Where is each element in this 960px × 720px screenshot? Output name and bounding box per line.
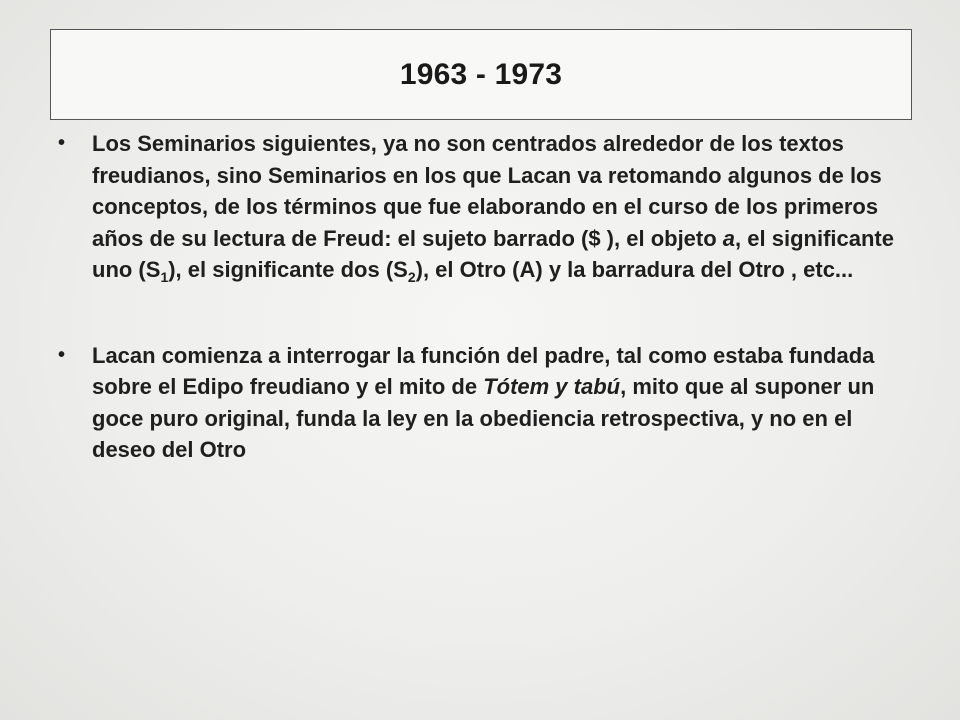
bullet1-text-part4: ), el Otro (A) y la barradura del Otro , etc... — [415, 257, 854, 282]
bullet1-subscript-2: 2 — [407, 269, 416, 285]
bullet-item-padre — [58, 340, 922, 466]
bullet1-text-part1: Los Seminarios siguientes, ya no son centrados alrededor de los textos freudianos, sino Seminarios en los que Lacan va retomando algunos de los conceptos, de los términos que fue elaborando en el curso de los primeros años de su lectura de Freud: el sujeto barrado ($ ), el objeto — [92, 131, 882, 251]
bullet1-subscript-1: 1 — [160, 269, 169, 285]
title-box — [50, 29, 912, 120]
bullet-item-seminarios — [58, 128, 922, 286]
bullet1-text-part3: ), el significante dos (S — [168, 257, 408, 282]
bullet2-italic-totem: Tótem y tabú — [483, 374, 621, 399]
slide-title: 1963 - 1973 — [399, 57, 563, 91]
bullet2-text-part1: Lacan comienza a interrogar la función del padre, tal como estaba fundada sobre el Edipo freudiano y el mito de — [92, 342, 875, 399]
bullet2-text-part2: , mito que al suponer un goce puro original, funda la ley en la obediencia retrospectiva, y no en el deseo del Otro — [92, 374, 875, 462]
bullet1-italic-a: a — [722, 225, 736, 251]
bullet-list — [58, 128, 922, 466]
bullet1-text-part2: , el significante uno (S — [92, 225, 894, 282]
bullet-dot-icon: • — [58, 132, 66, 154]
bullet-dot-icon: • — [58, 343, 66, 366]
